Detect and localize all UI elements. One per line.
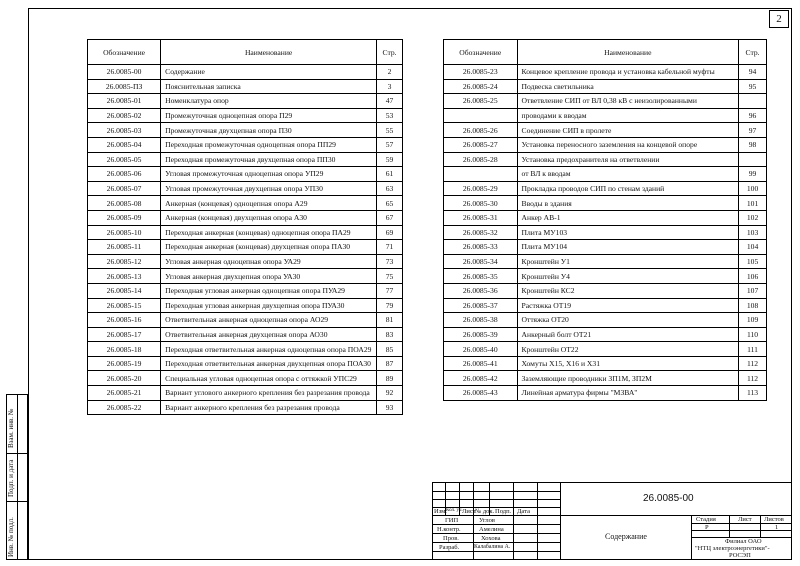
row-page: 67 [377,210,403,225]
row-code: 26.0085-37 [444,298,518,313]
col-list: Лист [462,508,476,515]
table-row [444,356,767,371]
role-razrab: Разраб. [439,544,460,551]
table-row [444,269,767,284]
row-page: 94 [739,65,767,80]
side-label-inv-vzam: Взам. инв. № [7,408,15,448]
table-header [88,40,403,65]
table-row [444,283,767,298]
table-row [88,386,403,401]
table-row [444,386,767,401]
sheet-label: Лист [738,516,752,523]
row-code: 26.0085-43 [444,386,518,401]
row-code: 26.0085-27 [444,137,518,152]
role-prov: Пров. [443,535,459,542]
table-row [444,196,767,211]
table-row [88,65,403,80]
row-code: 26.0085-10 [88,225,161,240]
row-page: 99 [739,167,767,182]
row-name: Анкер АВ-1 [517,210,739,225]
table-row [444,327,767,342]
table-row [88,108,403,123]
contents-table-left [87,39,403,415]
row-code: 26.0085-08 [88,196,161,211]
row-page: 77 [377,283,403,298]
header-page: Стр. [739,40,767,65]
row-name: Переходная анкерная (концевая) двухцепная опора ПА30 [161,240,377,255]
table-row [88,94,403,109]
row-name: Вариант анкерного крепления без разрезания провода [161,400,377,415]
row-code: 26.0085-17 [88,327,161,342]
row-code: 26.0085-33 [444,240,518,255]
row-page: 81 [377,313,403,328]
sheets-value: 1 [775,524,779,531]
table-row [88,196,403,211]
row-name: Заземляющие проводники ЗП1М, ЗП2М [517,371,739,386]
table-row [444,313,767,328]
row-name: Промежуточная одноцепная опора П29 [161,108,377,123]
row-page: 92 [377,386,403,401]
row-page: 109 [739,313,767,328]
table-row [88,123,403,138]
table-row [88,137,403,152]
row-page: 98 [739,137,767,152]
row-code: 26.0085-01 [88,94,161,109]
table-row [88,254,403,269]
contents-table-right [443,39,767,401]
row-code: 26.0085-20 [88,371,161,386]
table-row [88,225,403,240]
row-name: Подвеска светильника [517,79,739,94]
table-row [444,371,767,386]
row-name: Растяжка ОТ19 [517,298,739,313]
row-name: Оттяжка ОТ20 [517,313,739,328]
row-name: Вариант углового анкерного крепления без разрезания провода [161,386,377,401]
row-name: Переходная промежуточная одноцепная опора ПП29 [161,137,377,152]
row-code: 26.0085-16 [88,313,161,328]
row-name: Кронштейн У4 [517,269,739,284]
table-row [444,137,767,152]
row-name: Содержание [161,65,377,80]
row-name: от ВЛ к вводам [517,167,739,182]
org-line-1: Филиал ОАО [725,538,762,545]
row-page: 2 [377,65,403,80]
table-row [444,254,767,269]
row-code: 26.0085-34 [444,254,518,269]
table-row [444,152,767,167]
row-name: Угловая промежуточная одноцепная опора УП29 [161,167,377,182]
row-page: 61 [377,167,403,182]
row-page: 95 [739,79,767,94]
row-page: 103 [739,225,767,240]
row-name: проводами к вводам [517,108,739,123]
sheet-number: 2 [769,10,789,28]
row-name: Кронштейн У1 [517,254,739,269]
row-code: 26.0085-25 [444,94,518,109]
row-name: Переходная угловая анкерная одноцепная опора ПУА29 [161,283,377,298]
row-name: Вводы в здания [517,196,739,211]
row-name: Переходная ответвительная анкерная двухцепная опора ПОА30 [161,356,377,371]
row-page: 85 [377,342,403,357]
row-code: 26.0085-04 [88,137,161,152]
header-name: Наименование [161,40,377,65]
table-row [88,167,403,182]
row-name: Пояснительная записка [161,79,377,94]
row-code: 26.0085-06 [88,167,161,182]
table-row [444,298,767,313]
row-code: 26.0085-00 [88,65,161,80]
row-page: 3 [377,79,403,94]
table-row [444,240,767,255]
row-name: Плита МУ104 [517,240,739,255]
row-page: 106 [739,269,767,284]
table-row [88,283,403,298]
table-row [88,342,403,357]
col-data: Дата [517,508,530,515]
row-name: Линейная арматура фирмы "МЗВА" [517,386,739,401]
row-name: Переходная анкерная (концевая) одноцепная опора ПА29 [161,225,377,240]
table-row [88,313,403,328]
row-code: 26.0085-07 [88,181,161,196]
row-code: 26.0085-13 [88,269,161,284]
sheets-label: Листов [764,516,784,523]
header-code: Обозначение [88,40,161,65]
table-row [444,167,767,182]
row-name: Промежуточная двухцепная опора П30 [161,123,377,138]
table-row [444,108,767,123]
doc-code: 26.0085-00 [643,493,694,504]
title-block [432,482,792,560]
table-row [88,371,403,386]
row-name: Ответвительная анкерная двухцепная опора АО30 [161,327,377,342]
name-nkontr: Амелина [479,526,504,533]
stage-value: Р [705,524,709,531]
row-page: 104 [739,240,767,255]
row-page [739,152,767,167]
col-izm: Изм. [434,508,447,515]
row-code: 26.0085-35 [444,269,518,284]
row-code: 26.0085-40 [444,342,518,357]
row-name: Угловая анкерная одноцепная опора УА29 [161,254,377,269]
row-name: Номенклатура опор [161,94,377,109]
row-page: 53 [377,108,403,123]
table-row [88,152,403,167]
row-code: 26.0085-32 [444,225,518,240]
row-page: 101 [739,196,767,211]
name-prov: Хохова [481,535,501,542]
row-code: 26.0085-11 [88,240,161,255]
row-page: 89 [377,371,403,386]
row-code: 26.0085-24 [444,79,518,94]
row-name: Кронштейн КС2 [517,283,739,298]
table-row [444,65,767,80]
row-code: 26.0085-ПЗ [88,79,161,94]
row-code: 26.0085-03 [88,123,161,138]
row-name: Ответвление СИП от ВЛ 0,38 кВ с неизолированными [517,94,739,109]
row-page: 65 [377,196,403,211]
table-row [444,210,767,225]
table-row [444,123,767,138]
row-page: 73 [377,254,403,269]
table-row [88,298,403,313]
row-name: Анкерная (концевая) двухцепная опора А30 [161,210,377,225]
row-code [444,167,518,182]
row-code: 26.0085-39 [444,327,518,342]
header-name: Наименование [517,40,739,65]
header-code: Обозначение [444,40,518,65]
row-code: 26.0085-18 [88,342,161,357]
row-code: 26.0085-05 [88,152,161,167]
row-name: Кронштейн ОТ22 [517,342,739,357]
row-page: 83 [377,327,403,342]
row-name: Специальная угловая одноцепная опора с оттяжкой УПС29 [161,371,377,386]
row-page: 93 [377,400,403,415]
row-code: 26.0085-02 [88,108,161,123]
org-line-2: "НТЦ электроэнергетики"- [695,545,770,552]
col-ndok: № док. [475,508,495,515]
row-code: 26.0085-15 [88,298,161,313]
row-code: 26.0085-23 [444,65,518,80]
row-name: Плита МУ103 [517,225,739,240]
row-name: Переходная промежуточная двухцепная опора ПП30 [161,152,377,167]
row-name: Хомуты Х15, Х16 и Х31 [517,356,739,371]
row-code: 26.0085-31 [444,210,518,225]
table-row [88,356,403,371]
row-page: 110 [739,327,767,342]
row-name: Анкерный болт ОТ21 [517,327,739,342]
row-page: 96 [739,108,767,123]
table-header [444,40,767,65]
table-row [88,79,403,94]
row-page: 108 [739,298,767,313]
row-name: Угловая анкерная двухцепная опора УА30 [161,269,377,284]
table-row [88,400,403,415]
stage-label: Стадия [696,516,716,523]
row-page: 57 [377,137,403,152]
row-code: 26.0085-22 [88,400,161,415]
row-code: 26.0085-38 [444,313,518,328]
row-code [444,108,518,123]
row-page: 113 [739,386,767,401]
table-row [444,225,767,240]
table-row [88,269,403,284]
row-code: 26.0085-09 [88,210,161,225]
table-row [88,210,403,225]
row-page: 111 [739,342,767,357]
row-page: 55 [377,123,403,138]
table-row [444,181,767,196]
row-page: 100 [739,181,767,196]
side-stamp-fill [18,394,28,560]
table-row [444,342,767,357]
row-page: 63 [377,181,403,196]
row-name: Ответвительная анкерная одноцепная опора АО29 [161,313,377,328]
row-name: Соединение СИП в пролете [517,123,739,138]
side-label-podp-data: Подп. и дата [7,459,15,497]
role-nkontr: Н.контр. [437,526,461,533]
role-gip: ГИП [445,517,459,524]
row-name: Переходная ответвительная анкерная одноцепная опора ПОА29 [161,342,377,357]
col-kol: Кол. уч. [446,508,463,513]
row-page: 47 [377,94,403,109]
row-name: Установка переносного заземления на концевой опоре [517,137,739,152]
row-code: 26.0085-29 [444,181,518,196]
col-podp: Подп. [495,508,512,515]
row-name: Анкерная (концевая) одноцепная опора А29 [161,196,377,211]
row-code: 26.0085-14 [88,283,161,298]
row-page: 105 [739,254,767,269]
table-row [88,240,403,255]
row-code: 26.0085-19 [88,356,161,371]
org-line-3: РОСЭП [729,552,751,559]
doc-title: Содержание [605,532,647,541]
name-gip: Углов [479,517,495,524]
row-code: 26.0085-21 [88,386,161,401]
table-row [444,94,767,109]
row-page: 71 [377,240,403,255]
row-page: 75 [377,269,403,284]
row-page: 97 [739,123,767,138]
row-page: 87 [377,356,403,371]
row-name: Концевое крепление провода и установка кабельной муфты [517,65,739,80]
row-code: 26.0085-41 [444,356,518,371]
row-page: 69 [377,225,403,240]
row-code: 26.0085-42 [444,371,518,386]
table-row [88,181,403,196]
row-page: 107 [739,283,767,298]
row-code: 26.0085-26 [444,123,518,138]
row-page: 112 [739,356,767,371]
row-code: 26.0085-30 [444,196,518,211]
row-page [739,94,767,109]
row-name: Установка предохранителя на ответвлении [517,152,739,167]
header-page: Стр. [377,40,403,65]
row-name: Прокладка проводов СИП по стенам зданий [517,181,739,196]
row-page: 79 [377,298,403,313]
row-name: Переходная угловая анкерная двухцепная опора ПУА30 [161,298,377,313]
row-code: 26.0085-36 [444,283,518,298]
row-page: 102 [739,210,767,225]
side-label-inv-podl: Инв. № подл. [7,517,15,557]
row-code: 26.0085-12 [88,254,161,269]
table-row [444,79,767,94]
row-page: 59 [377,152,403,167]
row-code: 26.0085-28 [444,152,518,167]
row-page: 112 [739,371,767,386]
row-name: Угловая промежуточная двухцепная опора УП30 [161,181,377,196]
table-row [88,327,403,342]
name-razrab: Калабалина А. [474,544,511,550]
